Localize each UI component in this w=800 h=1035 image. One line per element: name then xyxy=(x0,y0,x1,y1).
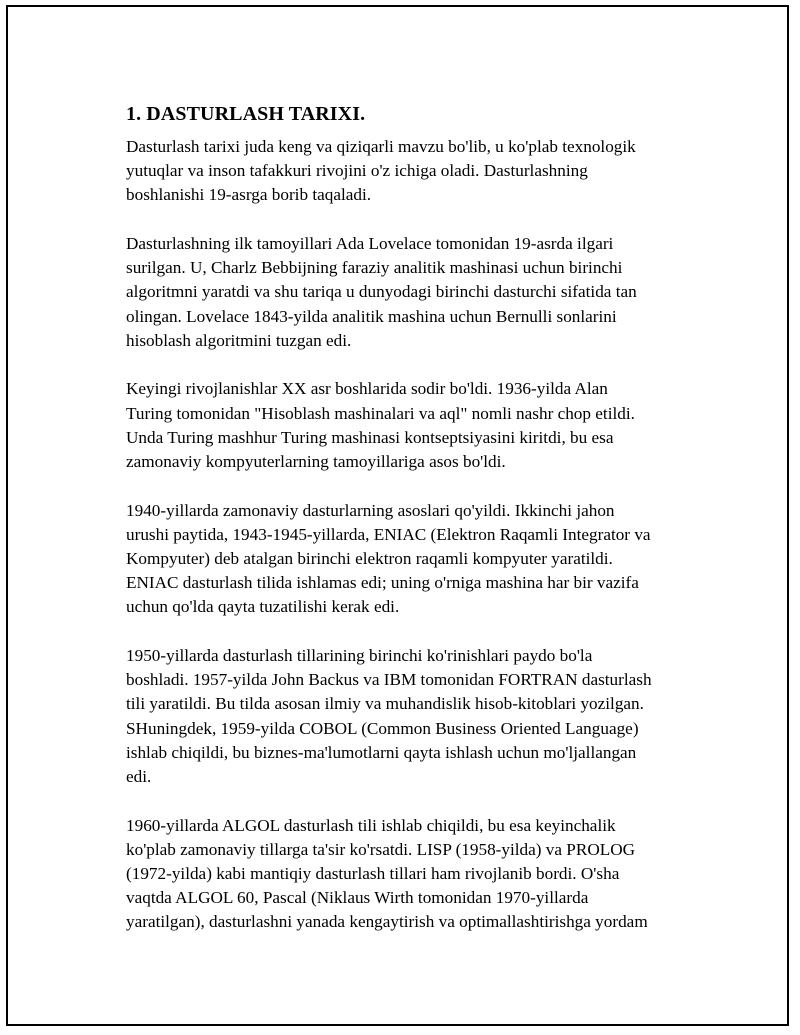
paragraph-1 xyxy=(126,135,716,208)
page-frame xyxy=(6,5,789,1026)
text-line: Kompyuter) deb atalgan birinchi elektron raqamli kompyuter yaratildi. xyxy=(126,549,613,569)
text-line: Keyingi rivojlanishlar XX asr boshlarida sodir bo'ldi. 1936-yilda Alan xyxy=(126,379,608,399)
paragraph-5 xyxy=(126,644,716,789)
text-line: ko'plab zamonaviy tillarga ta'sir ko'rsatdi. LISP (1958-yilda) va PROLOG xyxy=(126,839,636,859)
text-line: Dasturlashning ilk tamoyillari Ada Lovelace tomonidan 19-asrda ilgari xyxy=(126,234,614,253)
text-line: ENIAC dasturlash tilida ishlamas edi; uning o'rniga mashina har bir vazifa xyxy=(126,573,639,593)
text-line: hisoblash algoritmini tuzgan edi. xyxy=(126,330,352,350)
text-line: boshladi. 1957-yilda John Backus va IBM tomonidan FORTRAN dasturlash xyxy=(126,670,652,690)
text-line: yaratilgan), dasturlashni yanada kengaytirish va optimallashtirishga yordam xyxy=(126,912,648,932)
text-line: 1950-yillarda dasturlash tillarining birinchi ko'rinishlari paydo bo'la xyxy=(126,646,593,666)
text-line: yutuqlar va inson tafakkuri rivojini o'z ichiga oladi. Dasturlashning xyxy=(126,161,588,181)
text-line: Dasturlash tarixi juda keng va qiziqarli mavzu bo'lib, u ko'plab texnologik xyxy=(126,137,636,156)
paragraph-6 xyxy=(126,814,716,935)
text-line: boshlanishi 19-asrga borib taqaladi. xyxy=(126,185,372,205)
text-line: (1972-yilda) kabi mantiqiy dasturlash tillari ham rivojlanib bordi. O'sha xyxy=(126,864,620,884)
text-line: urushi paytida, 1943-1945-yillarda, ENIAC (Elektron Raqamli Integrator va xyxy=(126,524,651,544)
text-line: uchun qo'lda qayta tuzatilishi kerak edi. xyxy=(126,597,400,617)
text-line: 1960-yillarda ALGOL dasturlash tili ishlab chiqildi, bu esa keyinchalik xyxy=(126,815,616,835)
text-line: zamonaviy kompyuterlarning tamoyillariga asos bo'ldi. xyxy=(126,452,506,472)
text-line: 1940-yillarda zamonaviy dasturlarning asoslari qo'yildi. Ikkinchi jahon xyxy=(126,500,615,520)
text-line: olingan. Lovelace 1843-yilda analitik mashina uchun Bernulli sonlarini xyxy=(126,306,617,326)
text-line: surilgan. U, Charlz Bebbijning faraziy analitik mashinasi uchun birinchi xyxy=(126,258,623,278)
paragraph-2 xyxy=(126,232,716,353)
text-line: Turing tomonidan "Hisoblash mashinalari va aql" nomli nashr chop etildi. xyxy=(126,403,635,423)
document-body xyxy=(126,101,716,959)
text-line: ishlab chiqildi, bu biznes-ma'lumotlarni qayta ishlash uchun mo'ljallangan xyxy=(126,742,637,762)
text-line: Unda Turing mashhur Turing mashinasi kontseptsiyasini kiritdi, bu esa xyxy=(126,427,614,447)
text-line: edi. xyxy=(126,767,152,787)
text-line: SHuningdek, 1959-yilda COBOL (Common Business Oriented Language) xyxy=(126,718,639,738)
paragraph-list xyxy=(126,135,716,935)
text-line: tili yaratildi. Bu tilda asosan ilmiy va muhandislik hisob-kitoblari yozilgan. xyxy=(126,694,644,714)
text-line: vaqtda ALGOL 60, Pascal (Niklaus Wirth tomonidan 1970-yillarda xyxy=(126,888,589,908)
section-heading: 1. DASTURLASH TARIXI. xyxy=(126,103,366,125)
text-line: algoritmni yaratdi va shu tariqa u dunyodagi birinchi dasturchi sifatida tan xyxy=(126,282,637,302)
paragraph-4 xyxy=(126,499,716,620)
paragraph-3 xyxy=(126,377,716,474)
